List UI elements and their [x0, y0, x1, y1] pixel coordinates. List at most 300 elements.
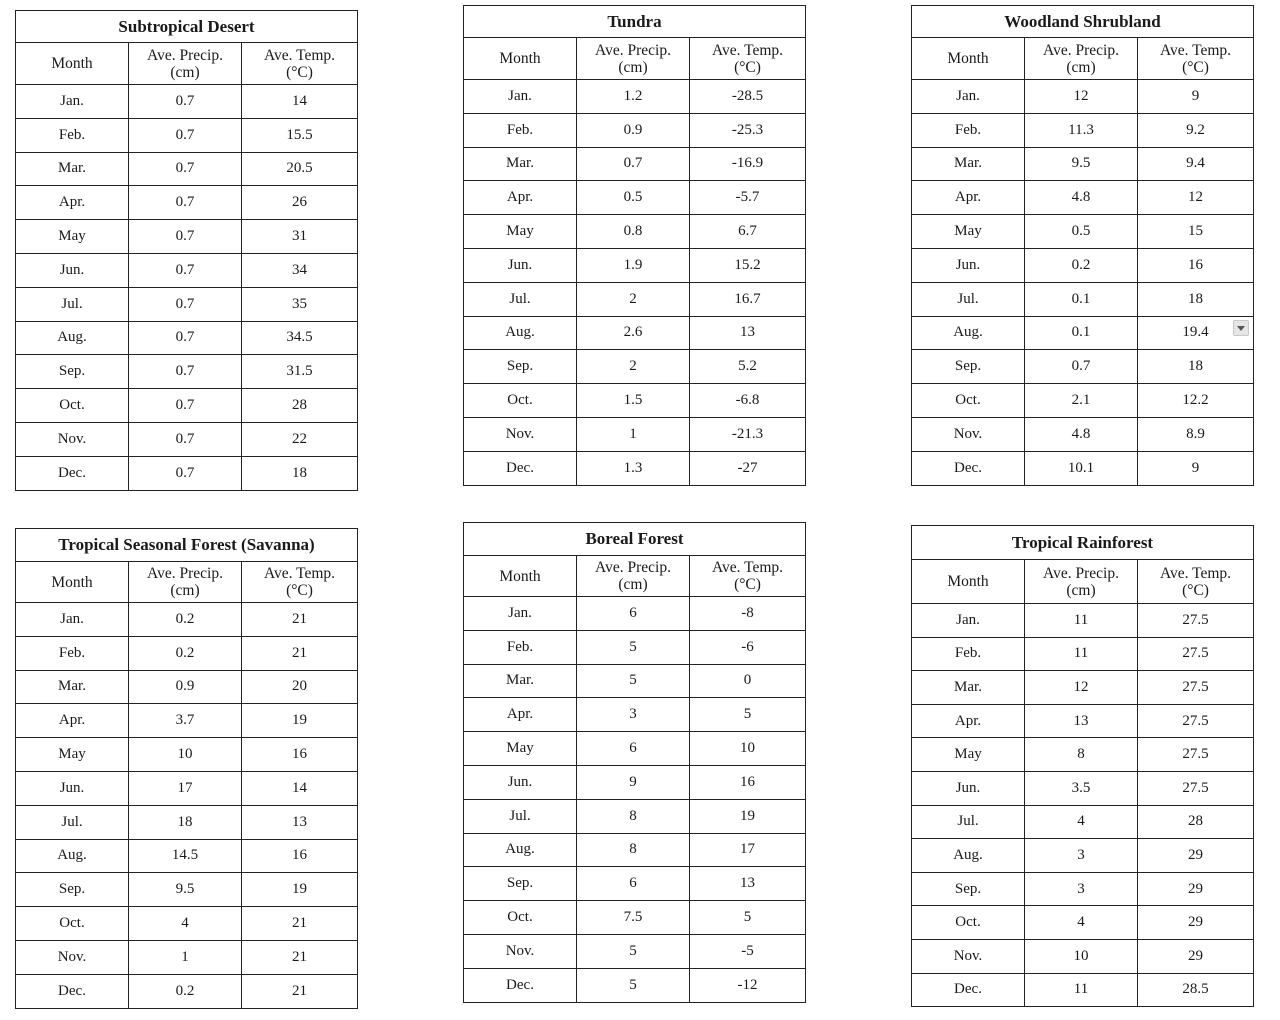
month-cell: Mar. [464, 664, 577, 698]
table-tropical-seasonal-forest [15, 528, 358, 1009]
table-row [464, 698, 806, 732]
precip-cell: 0.2 [129, 603, 242, 637]
precip-cell: 0.7 [129, 321, 242, 355]
table-row [16, 636, 358, 670]
table-row [912, 248, 1254, 282]
table-row [464, 867, 806, 901]
table-row [464, 417, 806, 451]
temp-cell: 5 [690, 698, 806, 732]
month-cell: Dec. [912, 973, 1025, 1007]
table-row [912, 704, 1254, 738]
month-cell: Nov. [464, 417, 577, 451]
temp-cell: 19 [242, 873, 358, 907]
precip-cell: 17 [129, 771, 242, 805]
precip-cell: 0.2 [129, 636, 242, 670]
precip-cell: 0.7 [129, 287, 242, 321]
temp-cell: 14 [242, 85, 358, 119]
month-cell: Feb. [464, 113, 577, 147]
column-header-precip: Ave. Precip. (cm) [129, 43, 242, 85]
table-row [16, 389, 358, 423]
table-row [912, 417, 1254, 451]
precip-cell: 9.5 [129, 873, 242, 907]
month-cell: May [464, 215, 577, 249]
month-cell: May [16, 220, 129, 254]
temp-cell: 6.7 [690, 215, 806, 249]
temp-cell: 29 [1138, 939, 1254, 973]
table-row [464, 934, 806, 968]
month-cell: Sep. [464, 867, 577, 901]
temp-cell: -6.8 [690, 384, 806, 418]
table-title: Tropical Seasonal Forest (Savanna) [16, 529, 358, 562]
month-cell: Feb. [16, 118, 129, 152]
precip-cell: 8 [577, 833, 690, 867]
temp-cell: 9 [1138, 80, 1254, 114]
temp-cell: 18 [242, 456, 358, 490]
month-cell: Aug. [464, 833, 577, 867]
month-cell: Dec. [464, 968, 577, 1002]
month-cell: Sep. [464, 350, 577, 384]
month-cell: Apr. [912, 181, 1025, 215]
temp-cell: 22 [242, 422, 358, 456]
table-row [912, 805, 1254, 839]
table-title: Tropical Rainforest [912, 526, 1254, 560]
precip-cell: 0.7 [129, 456, 242, 490]
table-row [16, 456, 358, 490]
month-cell: Jul. [16, 287, 129, 321]
month-cell: Jan. [464, 80, 577, 114]
temp-cell: 21 [242, 603, 358, 637]
precip-cell: 0.5 [1025, 215, 1138, 249]
month-cell: Aug. [16, 321, 129, 355]
temp-cell: 29 [1138, 872, 1254, 906]
precip-cell: 1 [129, 940, 242, 974]
column-header-month: Month [464, 556, 577, 597]
month-cell: Dec. [16, 456, 129, 490]
precip-cell: 4.8 [1025, 417, 1138, 451]
precip-cell: 11 [1025, 604, 1138, 638]
precip-cell: 12 [1025, 80, 1138, 114]
temp-cell: 19.4 [1138, 316, 1254, 350]
temp-cell: 28 [1138, 805, 1254, 839]
temp-cell: -21.3 [690, 417, 806, 451]
month-cell: Oct. [912, 906, 1025, 940]
temp-cell: 29 [1138, 906, 1254, 940]
table-row [464, 80, 806, 114]
column-header-precip: Ave. Precip. (cm) [1025, 560, 1138, 604]
precip-cell: 1.3 [577, 451, 690, 485]
temp-cell: -27 [690, 451, 806, 485]
table-row [16, 152, 358, 186]
column-header-precip: Ave. Precip. (cm) [577, 556, 690, 597]
column-header-month: Month [912, 38, 1025, 80]
temp-cell: 9 [1138, 451, 1254, 485]
temp-cell: 16 [690, 765, 806, 799]
temp-cell: 20 [242, 670, 358, 704]
table-row [912, 316, 1254, 350]
temp-cell: 21 [242, 974, 358, 1008]
precip-cell: 18 [129, 805, 242, 839]
precip-cell: 1.9 [577, 248, 690, 282]
month-cell: Aug. [912, 839, 1025, 873]
table-row [464, 248, 806, 282]
table-row [16, 873, 358, 907]
temp-cell: 31.5 [242, 355, 358, 389]
column-header-temp: Ave. Temp. (°C) [242, 43, 358, 85]
month-cell: Nov. [16, 422, 129, 456]
precip-cell: 7.5 [577, 901, 690, 935]
precip-cell: 2 [577, 282, 690, 316]
table-row [16, 321, 358, 355]
month-cell: Apr. [16, 186, 129, 220]
precip-cell: 10 [1025, 939, 1138, 973]
table-row [912, 738, 1254, 772]
precip-cell: 0.7 [129, 118, 242, 152]
month-cell: Jan. [912, 80, 1025, 114]
month-cell: Oct. [16, 389, 129, 423]
temp-cell: 17 [690, 833, 806, 867]
column-header-temp: Ave. Temp. (°C) [242, 562, 358, 603]
table-row [464, 597, 806, 631]
table-title: Tundra [464, 6, 806, 38]
table-boreal-forest [463, 522, 806, 1003]
table-row [464, 451, 806, 485]
table-row [912, 181, 1254, 215]
table-row [912, 451, 1254, 485]
precip-cell: 1.5 [577, 384, 690, 418]
month-cell: Oct. [464, 901, 577, 935]
column-header-month: Month [464, 38, 577, 80]
table-row [16, 805, 358, 839]
table-row [912, 839, 1254, 873]
column-header-month: Month [16, 43, 129, 85]
table-row [16, 603, 358, 637]
precip-cell: 0.7 [129, 253, 242, 287]
table-row [464, 384, 806, 418]
column-header-precip: Ave. Precip. (cm) [129, 562, 242, 603]
temp-cell: 12 [1138, 181, 1254, 215]
precip-cell: 0.7 [129, 85, 242, 119]
precip-cell: 11 [1025, 637, 1138, 671]
temp-cell: -12 [690, 968, 806, 1002]
precip-cell: 2 [577, 350, 690, 384]
table-row [16, 704, 358, 738]
table-row [464, 316, 806, 350]
table-row [16, 738, 358, 772]
table-row [16, 85, 358, 119]
month-cell: Sep. [16, 873, 129, 907]
month-cell: Dec. [464, 451, 577, 485]
temp-cell: 20.5 [242, 152, 358, 186]
temp-cell: 26 [242, 186, 358, 220]
temp-cell: 29 [1138, 839, 1254, 873]
month-cell: Dec. [912, 451, 1025, 485]
month-cell: Jan. [464, 597, 577, 631]
temp-cell: 16 [1138, 248, 1254, 282]
dropdown-arrow-icon[interactable] [1233, 320, 1249, 336]
table-row [464, 765, 806, 799]
temp-cell: 21 [242, 636, 358, 670]
table-row [464, 113, 806, 147]
month-cell: Dec. [16, 974, 129, 1008]
temp-cell: 10 [690, 732, 806, 766]
precip-cell: 0.2 [129, 974, 242, 1008]
month-cell: Apr. [16, 704, 129, 738]
table-row [16, 907, 358, 941]
table-row [912, 384, 1254, 418]
temp-cell: 31 [242, 220, 358, 254]
table-title: Subtropical Desert [16, 11, 358, 43]
temp-cell: 27.5 [1138, 771, 1254, 805]
precip-cell: 13 [1025, 704, 1138, 738]
temp-cell: 21 [242, 907, 358, 941]
table-row [912, 80, 1254, 114]
precip-cell: 14.5 [129, 839, 242, 873]
precip-cell: 0.7 [129, 186, 242, 220]
temp-cell: 35 [242, 287, 358, 321]
temp-cell: 34 [242, 253, 358, 287]
precip-cell: 1 [577, 417, 690, 451]
precip-cell: 9 [577, 765, 690, 799]
month-cell: Mar. [16, 152, 129, 186]
table-row [464, 147, 806, 181]
temp-cell: 15 [1138, 215, 1254, 249]
temp-cell: 19 [690, 799, 806, 833]
table-row [912, 147, 1254, 181]
column-header-month: Month [912, 560, 1025, 604]
month-cell: Mar. [464, 147, 577, 181]
month-cell: Mar. [16, 670, 129, 704]
temp-cell: -28.5 [690, 80, 806, 114]
table-row [912, 350, 1254, 384]
table-row [16, 940, 358, 974]
precip-cell: 12 [1025, 671, 1138, 705]
table-woodland-shrubland [911, 5, 1254, 486]
month-cell: Oct. [464, 384, 577, 418]
month-cell: May [912, 215, 1025, 249]
table-row [464, 282, 806, 316]
column-header-temp: Ave. Temp. (°C) [1138, 560, 1254, 604]
table-row [912, 282, 1254, 316]
table-row [464, 350, 806, 384]
table-row [16, 355, 358, 389]
month-cell: Aug. [16, 839, 129, 873]
temp-cell: 5.2 [690, 350, 806, 384]
precip-cell: 0.7 [577, 147, 690, 181]
table-row [16, 253, 358, 287]
temp-cell: 13 [690, 867, 806, 901]
month-cell: Nov. [16, 940, 129, 974]
temp-cell: 15.2 [690, 248, 806, 282]
table-row [464, 901, 806, 935]
precip-cell: 0.1 [1025, 282, 1138, 316]
month-cell: Jun. [464, 765, 577, 799]
precip-cell: 2.6 [577, 316, 690, 350]
precip-cell: 3 [1025, 872, 1138, 906]
temp-cell: 0 [690, 664, 806, 698]
precip-cell: 3.5 [1025, 771, 1138, 805]
month-cell: Jul. [912, 805, 1025, 839]
temp-cell: 14 [242, 771, 358, 805]
temp-cell: -5 [690, 934, 806, 968]
temp-cell: 27.5 [1138, 704, 1254, 738]
table-tundra [463, 5, 806, 486]
temp-cell: 13 [690, 316, 806, 350]
table-row [912, 604, 1254, 638]
table-row [16, 186, 358, 220]
month-cell: Feb. [912, 113, 1025, 147]
column-header-precip: Ave. Precip. (cm) [577, 38, 690, 80]
precip-cell: 0.8 [577, 215, 690, 249]
month-cell: Jun. [16, 253, 129, 287]
month-cell: Sep. [16, 355, 129, 389]
precip-cell: 6 [577, 732, 690, 766]
month-cell: Jan. [16, 85, 129, 119]
precip-cell: 6 [577, 597, 690, 631]
month-cell: Feb. [464, 630, 577, 664]
temp-cell: 9.4 [1138, 147, 1254, 181]
month-cell: Feb. [912, 637, 1025, 671]
month-cell: Jan. [16, 603, 129, 637]
month-cell: May [16, 738, 129, 772]
month-cell: Oct. [16, 907, 129, 941]
temp-cell: -5.7 [690, 181, 806, 215]
month-cell: Jul. [16, 805, 129, 839]
table-row [912, 637, 1254, 671]
month-cell: Sep. [912, 350, 1025, 384]
table-row [912, 671, 1254, 705]
precip-cell: 0.7 [129, 389, 242, 423]
column-header-temp: Ave. Temp. (°C) [690, 556, 806, 597]
table-row [464, 215, 806, 249]
precip-cell: 5 [577, 664, 690, 698]
temp-cell: 15.5 [242, 118, 358, 152]
month-cell: Jun. [464, 248, 577, 282]
month-cell: Jul. [464, 799, 577, 833]
precip-cell: 0.1 [1025, 316, 1138, 350]
month-cell: Aug. [464, 316, 577, 350]
precip-cell: 1.2 [577, 80, 690, 114]
month-cell: May [464, 732, 577, 766]
temp-cell: 18 [1138, 282, 1254, 316]
precip-cell: 5 [577, 934, 690, 968]
table-row [464, 181, 806, 215]
table-row [16, 220, 358, 254]
month-cell: May [912, 738, 1025, 772]
precip-cell: 5 [577, 630, 690, 664]
month-cell: Jun. [912, 248, 1025, 282]
temp-cell: 13 [242, 805, 358, 839]
precip-cell: 0.7 [1025, 350, 1138, 384]
temp-cell: 28 [242, 389, 358, 423]
month-cell: Sep. [912, 872, 1025, 906]
temp-cell: 21 [242, 940, 358, 974]
temp-cell: 27.5 [1138, 637, 1254, 671]
temp-cell: -6 [690, 630, 806, 664]
month-cell: Jul. [464, 282, 577, 316]
temp-cell: 16 [242, 839, 358, 873]
month-cell: Jul. [912, 282, 1025, 316]
temp-cell: 18 [1138, 350, 1254, 384]
month-cell: Jun. [16, 771, 129, 805]
temp-cell: 27.5 [1138, 671, 1254, 705]
precip-cell: 0.5 [577, 181, 690, 215]
table-row [912, 771, 1254, 805]
table-row [464, 833, 806, 867]
temp-cell: 9.2 [1138, 113, 1254, 147]
precip-cell: 0.7 [129, 220, 242, 254]
month-cell: Apr. [912, 704, 1025, 738]
column-header-precip: Ave. Precip. (cm) [1025, 38, 1138, 80]
precip-cell: 11.3 [1025, 113, 1138, 147]
month-cell: Mar. [912, 147, 1025, 181]
temp-cell: 27.5 [1138, 604, 1254, 638]
precip-cell: 0.9 [129, 670, 242, 704]
table-row [912, 113, 1254, 147]
table-row [464, 799, 806, 833]
precip-cell: 0.7 [129, 355, 242, 389]
precip-cell: 6 [577, 867, 690, 901]
precip-cell: 3 [577, 698, 690, 732]
table-subtropical-desert [15, 10, 358, 491]
column-header-month: Month [16, 562, 129, 603]
precip-cell: 10 [129, 738, 242, 772]
precip-cell: 0.2 [1025, 248, 1138, 282]
precip-cell: 4 [1025, 906, 1138, 940]
temp-cell: 34.5 [242, 321, 358, 355]
precip-cell: 5 [577, 968, 690, 1002]
table-row [16, 670, 358, 704]
table-row [464, 664, 806, 698]
month-cell: Nov. [912, 939, 1025, 973]
month-cell: Nov. [912, 417, 1025, 451]
temp-cell: -16.9 [690, 147, 806, 181]
table-row [912, 939, 1254, 973]
table-row [464, 732, 806, 766]
month-cell: Mar. [912, 671, 1025, 705]
month-cell: Aug. [912, 316, 1025, 350]
temp-cell: 27.5 [1138, 738, 1254, 772]
table-row [912, 906, 1254, 940]
table-row [912, 872, 1254, 906]
month-cell: Feb. [16, 636, 129, 670]
precip-cell: 0.7 [129, 152, 242, 186]
table-row [16, 839, 358, 873]
precip-cell: 3 [1025, 839, 1138, 873]
table-tropical-rainforest [911, 525, 1254, 1007]
precip-cell: 0.9 [577, 113, 690, 147]
column-header-temp: Ave. Temp. (°C) [1138, 38, 1254, 80]
month-cell: Jan. [912, 604, 1025, 638]
temp-cell: -8 [690, 597, 806, 631]
month-cell: Nov. [464, 934, 577, 968]
table-row [16, 422, 358, 456]
temp-cell: 16.7 [690, 282, 806, 316]
precip-cell: 8 [1025, 738, 1138, 772]
table-row [16, 287, 358, 321]
table-title: Woodland Shrubland [912, 6, 1254, 38]
precip-cell: 4.8 [1025, 181, 1138, 215]
temp-cell: 19 [242, 704, 358, 738]
column-header-temp: Ave. Temp. (°C) [690, 38, 806, 80]
temp-cell: 16 [242, 738, 358, 772]
table-row [464, 630, 806, 664]
month-cell: Apr. [464, 698, 577, 732]
table-title: Boreal Forest [464, 523, 806, 556]
month-cell: Jun. [912, 771, 1025, 805]
precip-cell: 9.5 [1025, 147, 1138, 181]
precip-cell: 11 [1025, 973, 1138, 1007]
table-row [912, 973, 1254, 1007]
